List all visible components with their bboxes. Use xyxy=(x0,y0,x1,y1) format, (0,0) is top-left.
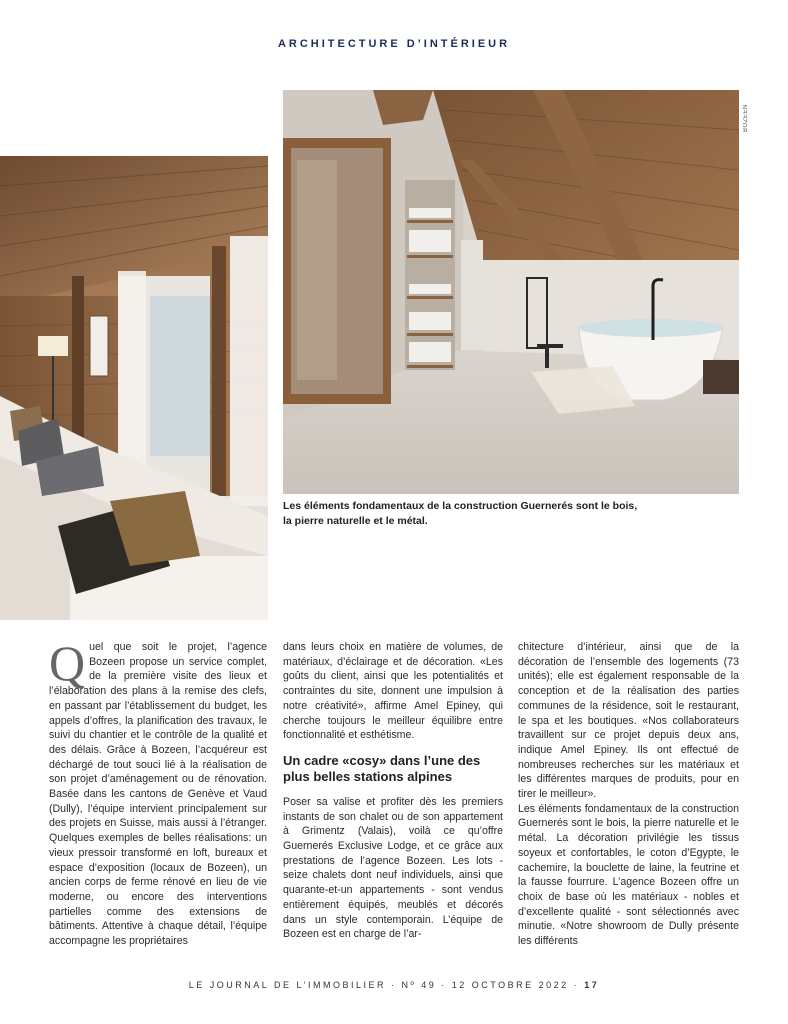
bathroom-illustration xyxy=(283,90,739,494)
column-2-paragraph-1: dans leurs choix en matière de volumes, de matériaux, d’éclairage et de décoration. «Les goûts du client, ainsi que les potentialités et contraintes du site, donnent une impulsion à notre créativité», affirme Amel Epiney, qui cherche toujours le meilleur équilibre entre fonctionnalité et esthétisme. xyxy=(283,641,503,742)
bathroom-photo xyxy=(283,90,739,494)
living-room-illustration xyxy=(0,156,268,620)
living-room-photo xyxy=(0,156,268,620)
photo-caption xyxy=(283,499,723,529)
caption-line-1: Les éléments fondamentaux de la construction Guernerés sont le bois, xyxy=(283,500,638,512)
column-3-paragraph-1: chitecture d’intérieur, ainsi que de la décoration de l’ensemble des logements (73 unités); elle est également responsable de la conception et de la réalisation des parties communes de la résidence, soit le restaurant, le spa et les boutiques. «Nos collaborateurs travaillent sur ce projet depuis deux ans, indique Amel Epiney. Ils ont effectué de nombreuses recherches sur les matériaux et les différentes marques de produits, pour en tirer le meilleur». xyxy=(518,641,739,801)
section-heading: ARCHITECTURE D’INTÉRIEUR xyxy=(277,38,511,50)
article-column-2 xyxy=(283,640,503,942)
publication-line: LE JOURNAL DE L’IMMOBILIER · Nº 49 · 12 OCTOBRE 2022 · xyxy=(188,980,580,990)
photo-credit: BOZEEN xyxy=(743,104,749,132)
column-2-paragraph-2: Poser sa valise et profiter dès les premiers instants de son chalet ou de son appartement à Grimentz (Valais), voilà ce qu’offre Guernerés Exclusive Lodge, et ce grâce aux prestations de l’agence Bozeen. Les lots - seize chalets dont neuf individuels, ainsi que quarante-et-un appartements - sont vendus entièrement équipés, meublés et décorés dans un style contemporain. L’équipe de Bozeen est en charge de l’ar- xyxy=(283,795,503,941)
page-number: 17 xyxy=(584,980,600,990)
article-column-1 xyxy=(49,635,267,949)
drop-cap: Q xyxy=(49,635,86,691)
article-subheading: Un cadre «cosy» dans l’une des plus belles stations alpines xyxy=(283,752,481,784)
page-footer xyxy=(0,980,788,990)
caption-line-2: la pierre naturelle et le métal. xyxy=(283,515,428,527)
column-3-paragraph-2: Les éléments fondamentaux de la construction Guernerés sont le bois, la pierre naturelle et le métal. La décoration privilégie les tissus soyeux et confortables, le coton d’Egypte, le cachemire, la bouclette de laine, la feutrine et la fausse fourrure. L’agence Bozeen offre un choix de base où les matériaux - nobles et d’excellente qualité - sont sélectionnés avec minutie. «Notre showroom de Dully présente les différents xyxy=(518,802,739,948)
column-1-text: uel que soit le projet, l’agence Bozeen propose un service complet, de la première visite des lieux et l’élaboration des plans à la remise des clefs, en passant par l’établissement du budget, les appels d’offres, la planification des travaux, le suivi du chantier et le contrôle de la qualité et des délais. Grâce à Bozeen, l’acquéreur est déchargé de tout souci lié à la réalisation de son projet d’aménagement ou de rénovation. Basée dans les cantons de Genève et Vaud (Dully), l’équipe intervient principalement sur des projets en Suisse, mais aussi à l’étranger. Quelques exemples de belles réalisations: un vieux pressoir transformé en loft, bureaux et espace d’exposition (locaux de Bozeen), un ancien corps de ferme rénové en lieu de vie moderne, ou encore des interventions partielles comme des extensions de bâtiments. Attentive à chaque détail, l’équipe accompagne les propriétaires xyxy=(49,641,267,948)
article-column-3 xyxy=(518,640,739,949)
